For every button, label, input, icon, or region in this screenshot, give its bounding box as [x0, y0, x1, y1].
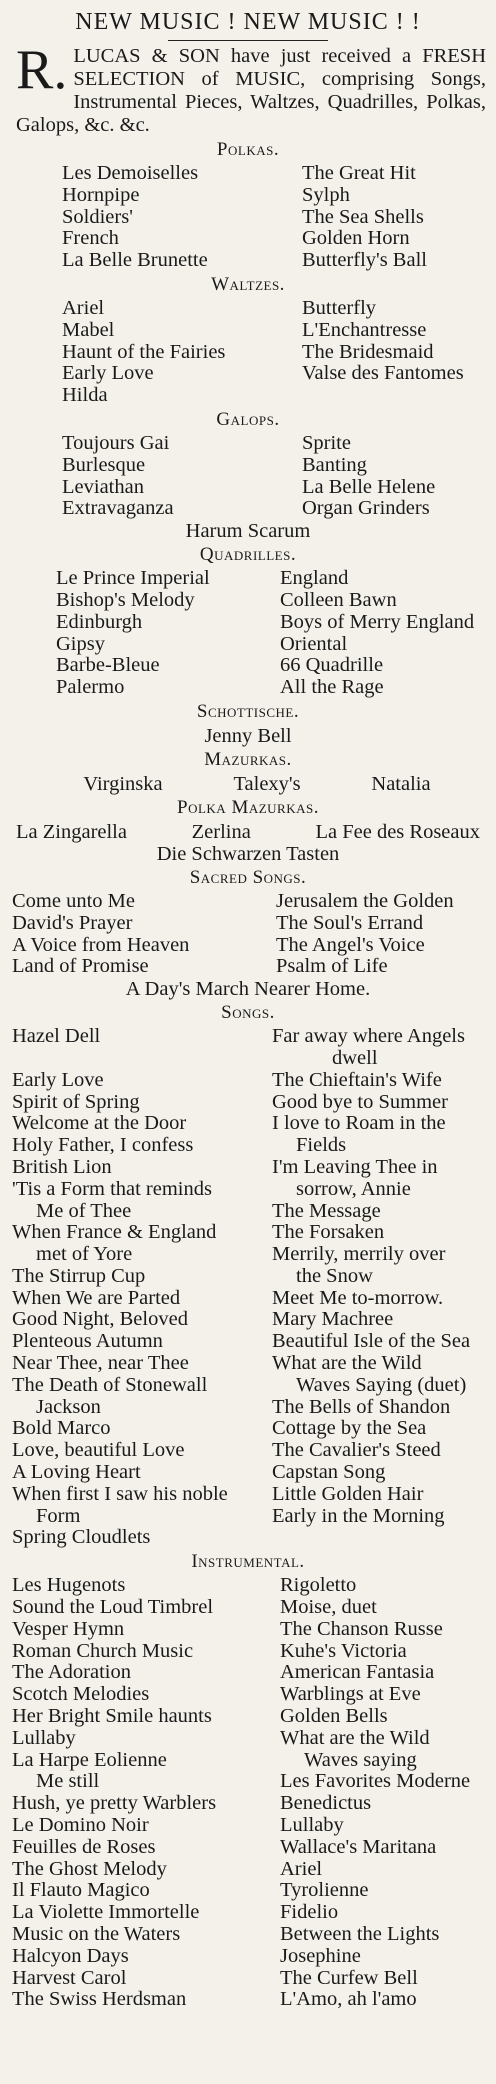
list-item: Me of Thee — [36, 1199, 132, 1222]
list-item: Land of Promise — [12, 955, 149, 978]
list-item: French — [62, 227, 119, 250]
list-item: met of Yore — [36, 1243, 133, 1266]
list-item: Wallace's Maritana — [280, 1835, 437, 1858]
songs-list — [6, 1026, 490, 1549]
list-item: A Voice from Heaven — [12, 933, 190, 956]
list-item: La Fee des Roseaux — [315, 820, 480, 843]
list-item: When France & England — [12, 1221, 217, 1244]
list-item: Lullaby — [280, 1814, 344, 1837]
list-item: Sprite — [302, 431, 351, 454]
list-item: Hornpipe — [62, 183, 140, 206]
list-item: Near Thee, near Thee — [12, 1352, 189, 1375]
list-item: Beautiful Isle of the Sea — [272, 1330, 471, 1353]
list-item: Sound the Loud Timbrel — [12, 1596, 214, 1619]
list-item: Fields — [296, 1134, 347, 1157]
list-item: Harvest Carol — [12, 1966, 127, 1989]
list-item: The Message — [272, 1199, 381, 1222]
polkas-list — [6, 163, 490, 272]
list-item: Waves Saying (duet) — [296, 1373, 467, 1396]
list-item: Roman Church Music — [12, 1639, 194, 1662]
list-item: Spirit of Spring — [12, 1090, 140, 1113]
list-item: Warblings at Eve — [280, 1683, 421, 1706]
list-item: Vesper Hymn — [12, 1617, 125, 1640]
list-item: David's Prayer — [12, 911, 133, 934]
headline: NEW MUSIC ! NEW MUSIC ! ! — [75, 9, 421, 35]
list-item: Kuhe's Victoria — [280, 1639, 407, 1662]
drop-cap: R. — [16, 39, 68, 101]
list-item: Mary Machree — [272, 1308, 394, 1331]
list-item — [12, 1048, 260, 1070]
list-item: Soldiers' — [62, 205, 133, 228]
galops-list — [6, 433, 490, 520]
list-item: What are the Wild — [280, 1726, 430, 1749]
list-item: The Sea Shells — [302, 205, 424, 228]
list-item: Toujours Gai — [62, 431, 170, 454]
list-item: I'm Leaving Thee in — [272, 1155, 438, 1178]
list-item: Colleen Bawn — [280, 588, 397, 611]
list-item: Il Flauto Magico — [12, 1879, 150, 1902]
list-item: the Snow — [296, 1264, 373, 1287]
list-item: Form — [36, 1504, 81, 1527]
list-item: Hilda — [62, 384, 108, 407]
list-item: Merrily, merrily over — [272, 1243, 446, 1266]
intro-paragraph — [16, 39, 486, 137]
list-item: When We are Parted — [12, 1286, 181, 1309]
list-item: Music on the Waters — [12, 1923, 181, 1945]
list-item: Bold Marco — [12, 1417, 111, 1440]
intro-text: LUCAS & SON have just received a FRESH SELECTION of MUSIC, comprising Songs, Instrumental Pieces, Waltzes, Quadrilles, Polkas, Galops, &c. &c. — [16, 45, 486, 136]
list-item: Butterfly — [302, 296, 377, 319]
section-title-polkas: Polkas. — [216, 139, 280, 160]
instrumental-list — [6, 1575, 490, 2011]
list-item: I love to Roam in the — [272, 1112, 446, 1135]
list-item: Early in the Morning — [272, 1504, 445, 1527]
quadrilles-list — [6, 568, 490, 699]
list-item: American Fantasia — [280, 1661, 435, 1684]
list-item: The Adoration — [12, 1661, 131, 1684]
list-item: Mabel — [62, 318, 115, 341]
list-item: The Cavalier's Steed — [272, 1439, 441, 1462]
list-item: Hush, ye pretty Warblers — [12, 1792, 217, 1815]
list-item: Lullaby — [12, 1726, 76, 1749]
list-item: Fidelio — [280, 1901, 339, 1924]
list-item-centered: Die Schwarzen Tasten — [156, 842, 340, 865]
list-item: 'Tis a Form that reminds — [12, 1177, 212, 1200]
list-item: Josephine — [280, 1944, 361, 1967]
list-item: Le Prince Imperial — [56, 567, 210, 590]
list-item: The Ghost Melody — [12, 1857, 167, 1880]
list-item: The Death of Stonewall — [12, 1373, 208, 1396]
section-title-sacred-songs: Sacred Songs. — [189, 866, 307, 888]
list-item: Meet Me to-morrow. — [272, 1286, 444, 1309]
list-item: Moise, duet — [280, 1596, 377, 1619]
list-item: Halcyon Days — [12, 1944, 129, 1967]
list-item: Boys of Merry England — [280, 610, 475, 633]
list-item: sorrow, Annie — [296, 1177, 411, 1200]
list-item: The Curfew Bell — [280, 1966, 418, 1989]
list-item: dwell — [332, 1046, 378, 1069]
list-item: La Violette Immortelle — [12, 1901, 200, 1924]
list-item: The Chieftain's Wife — [272, 1068, 442, 1091]
list-item: Scotch Melodies — [12, 1683, 150, 1706]
list-item: The Angel's Voice — [276, 933, 425, 956]
list-item: Virginska — [83, 772, 163, 795]
list-item: L'Enchantresse — [302, 318, 427, 341]
list-item: The Bridesmaid — [302, 340, 434, 363]
list-item: Plenteous Autumn — [12, 1330, 163, 1353]
list-item: Her Bright Smile haunts — [12, 1705, 212, 1728]
section-title-polka-mazurkas: Polka Mazurkas. — [177, 796, 319, 818]
list-item: Extravaganza — [62, 497, 174, 520]
list-item: Zerlina — [191, 820, 251, 843]
list-item: All the Rage — [280, 676, 384, 699]
list-item: La Harpe Eolienne — [12, 1748, 167, 1771]
list-item: The Bells of Shandon — [272, 1395, 451, 1418]
list-item: Cottage by the Sea — [272, 1417, 427, 1440]
list-item: Good bye to Summer — [272, 1090, 448, 1113]
list-item: Rigoletto — [280, 1574, 357, 1597]
list-item: Me still — [36, 1770, 100, 1793]
list-item: Ariel — [62, 296, 105, 319]
list-item: Holy Father, I confess — [12, 1134, 194, 1157]
list-item: A Loving Heart — [12, 1461, 141, 1484]
list-item: La Belle Helene — [302, 475, 436, 498]
waltzes-list — [6, 298, 490, 407]
list-item: L'Amo, ah l'amo — [280, 1988, 417, 2011]
list-item: When first I saw his noble — [12, 1482, 228, 1505]
list-item: Leviathan — [62, 475, 144, 498]
list-item: Talexy's — [233, 772, 301, 795]
list-item: Gipsy — [56, 632, 105, 655]
sacred-songs-list — [6, 891, 490, 978]
list-item: Far away where Angels — [272, 1025, 465, 1048]
list-item: The Chanson Russe — [280, 1617, 443, 1640]
list-item: Jackson — [36, 1395, 101, 1418]
list-item: England — [280, 567, 349, 590]
section-title-schottische: Schottische. — [196, 700, 300, 722]
polka-mazurkas-list — [6, 821, 490, 843]
list-item: Come unto Me — [12, 889, 135, 912]
list-item: Valse des Fantomes — [302, 362, 464, 385]
list-item: Welcome at the Door — [12, 1112, 187, 1135]
list-item: Capstan Song — [272, 1461, 386, 1484]
list-item: Les Favorites Moderne — [280, 1770, 471, 1793]
list-item: The Stirrup Cup — [12, 1264, 146, 1287]
list-item: The Soul's Errand — [276, 911, 424, 934]
list-item: La Belle Brunette — [62, 249, 208, 272]
section-title-mazurkas: Mazurkas. — [204, 748, 292, 770]
list-item: 66 Quadrille — [280, 654, 384, 677]
list-item: The Swiss Herdsman — [12, 1988, 187, 2011]
list-item — [302, 385, 490, 407]
list-item: Le Domino Noir — [12, 1814, 149, 1837]
list-item: Love, beautiful Love — [12, 1439, 185, 1462]
list-item: Banting — [302, 453, 367, 476]
list-item: Golden Bells — [280, 1705, 388, 1728]
list-item: Sylph — [302, 183, 350, 206]
section-title-songs: Songs. — [221, 1002, 275, 1024]
list-item: Feuilles de Roses — [12, 1835, 156, 1858]
list-item: Butterfly's Ball — [302, 249, 427, 272]
list-item: Les Hugenots — [12, 1574, 126, 1597]
list-item: The Forsaken — [272, 1221, 385, 1244]
list-item: Organ Grinders — [302, 497, 430, 520]
list-item: Psalm of Life — [276, 955, 388, 978]
section-title-galops: Galops. — [216, 408, 280, 430]
list-item: Between the Lights — [280, 1923, 440, 1945]
section-title-waltzes: Waltzes. — [211, 273, 285, 295]
list-item: Golden Horn — [302, 227, 410, 250]
list-item-centered: Harum Scarum — [185, 520, 311, 543]
list-item: Barbe-Bleue — [56, 654, 160, 677]
list-item: Spring Cloudlets — [12, 1526, 151, 1549]
list-item: Early Love — [12, 1068, 104, 1091]
list-item: Good Night, Beloved — [12, 1308, 188, 1331]
list-item: Les Demoiselles — [62, 162, 199, 184]
list-item — [272, 1527, 490, 1549]
list-item: British Lion — [12, 1155, 112, 1178]
mazurkas-list — [6, 773, 490, 795]
section-title-quadrilles: Quadrilles. — [199, 544, 297, 566]
list-item: Palermo — [56, 676, 125, 699]
list-item-centered: A Day's March Nearer Home. — [125, 978, 371, 1001]
list-item: Ariel — [280, 1857, 323, 1880]
list-item: Burlesque — [62, 453, 146, 476]
list-item: Haunt of the Fairies — [62, 340, 226, 363]
list-item: What are the Wild — [272, 1352, 422, 1375]
list-item: Tyrolienne — [280, 1879, 369, 1902]
list-item: La Zingarella — [16, 820, 127, 843]
list-item-centered: Jenny Bell — [204, 724, 292, 747]
list-item: Waves saying — [304, 1748, 417, 1771]
list-item: Edinburgh — [56, 610, 143, 633]
list-item: The Great Hit — [302, 162, 416, 184]
divider-rule — [168, 40, 328, 41]
list-item: Oriental — [280, 632, 348, 655]
list-item: Hazel Dell — [12, 1025, 101, 1048]
list-item: Little Golden Hair — [272, 1482, 424, 1505]
list-item: Benedictus — [280, 1792, 372, 1815]
list-item: Bishop's Melody — [56, 588, 195, 611]
list-item: Natalia — [371, 772, 431, 795]
list-item: Early Love — [62, 362, 154, 385]
section-title-instrumental: Instrumental. — [191, 1551, 305, 1573]
list-item: Jerusalem the Golden — [276, 889, 454, 912]
